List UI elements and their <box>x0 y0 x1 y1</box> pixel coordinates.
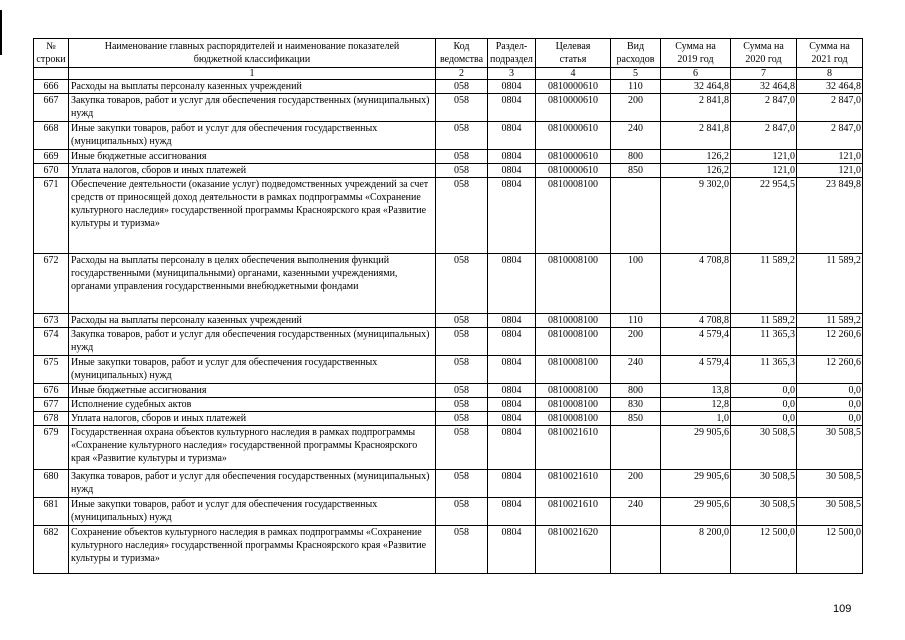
row-name-cell: Иные бюджетные ассигнования <box>69 384 436 398</box>
sum-2021-cell: 2 847,0 <box>797 122 863 150</box>
sum-2020-cell: 32 464,8 <box>731 80 797 94</box>
expense-type-cell: 850 <box>611 164 661 178</box>
sum-2021-cell: 121,0 <box>797 164 863 178</box>
expense-type-cell: 800 <box>611 384 661 398</box>
expense-type-cell <box>611 526 661 574</box>
header-row-no: № строки <box>34 39 69 68</box>
sum-2019-cell: 2 841,8 <box>661 94 731 122</box>
dept-code-cell: 058 <box>436 80 488 94</box>
sum-2019-cell: 29 905,6 <box>661 426 731 470</box>
dept-code-cell: 058 <box>436 94 488 122</box>
dept-code-cell: 058 <box>436 314 488 328</box>
expense-type-cell: 200 <box>611 328 661 356</box>
index-cell: 2 <box>436 68 488 80</box>
header-section: Раздел- подраздел <box>488 39 536 68</box>
index-cell: 8 <box>797 68 863 80</box>
table-row <box>34 526 863 574</box>
sum-2019-cell: 126,2 <box>661 164 731 178</box>
expense-type-cell <box>611 426 661 470</box>
row-name-cell: Обеспечение деятельности (оказание услуг) подведомственных учреждений за счет средств от приносящей доход деятельности в рамках подпрограммы «Сохранение культурного наследия» государственной программы Красноярского края «Развитие культуры и туризма» <box>69 178 436 254</box>
sum-2021-cell: 12 500,0 <box>797 526 863 574</box>
sum-2021-cell: 0,0 <box>797 412 863 426</box>
sum-2021-cell: 0,0 <box>797 384 863 398</box>
section-cell: 0804 <box>488 94 536 122</box>
table-row <box>34 94 863 122</box>
budget-table <box>33 38 863 574</box>
expense-type-cell: 830 <box>611 398 661 412</box>
sum-2020-cell: 0,0 <box>731 412 797 426</box>
table-row <box>34 80 863 94</box>
section-cell: 0804 <box>488 178 536 254</box>
row-number-cell: 679 <box>34 426 69 470</box>
target-article-cell: 0810021610 <box>536 498 611 526</box>
target-article-cell: 0810008100 <box>536 178 611 254</box>
sum-2020-cell: 2 847,0 <box>731 122 797 150</box>
section-cell: 0804 <box>488 498 536 526</box>
row-number-cell: 678 <box>34 412 69 426</box>
header-dept-code: Код ведомства <box>436 39 488 68</box>
expense-type-cell: 110 <box>611 314 661 328</box>
row-name-cell: Расходы на выплаты персоналу в целях обеспечения выполнения функций государственными (муниципальными) органами, казенными учреждениями, органами управления государственными внебюджетными фондами <box>69 254 436 314</box>
section-cell: 0804 <box>488 412 536 426</box>
header-sum-2019: Сумма на 2019 год <box>661 39 731 68</box>
expense-type-cell: 800 <box>611 150 661 164</box>
header-sum-2021: Сумма на 2021 год <box>797 39 863 68</box>
sum-2020-cell: 30 508,5 <box>731 470 797 498</box>
row-name-cell: Закупка товаров, работ и услуг для обеспечения государственных (муниципальных) нужд <box>69 94 436 122</box>
row-number-cell: 671 <box>34 178 69 254</box>
row-number-cell: 676 <box>34 384 69 398</box>
sum-2020-cell: 11 365,3 <box>731 328 797 356</box>
section-cell: 0804 <box>488 80 536 94</box>
table-row <box>34 398 863 412</box>
section-cell: 0804 <box>488 314 536 328</box>
index-cell: 6 <box>661 68 731 80</box>
section-cell: 0804 <box>488 254 536 314</box>
target-article-cell: 0810000610 <box>536 94 611 122</box>
table-row <box>34 150 863 164</box>
dept-code-cell: 058 <box>436 328 488 356</box>
sum-2020-cell: 0,0 <box>731 398 797 412</box>
row-number-cell: 681 <box>34 498 69 526</box>
row-number-cell: 674 <box>34 328 69 356</box>
expense-type-cell: 240 <box>611 498 661 526</box>
row-name-cell: Расходы на выплаты персоналу казенных учреждений <box>69 314 436 328</box>
sum-2020-cell: 22 954,5 <box>731 178 797 254</box>
sum-2021-cell: 30 508,5 <box>797 426 863 470</box>
header-sum-2020: Сумма на 2020 год <box>731 39 797 68</box>
sum-2019-cell: 4 579,4 <box>661 356 731 384</box>
row-name-cell: Закупка товаров, работ и услуг для обеспечения государственных (муниципальных) нужд <box>69 328 436 356</box>
dept-code-cell: 058 <box>436 178 488 254</box>
dept-code-cell: 058 <box>436 356 488 384</box>
sum-2019-cell: 4 579,4 <box>661 328 731 356</box>
row-name-cell: Иные закупки товаров, работ и услуг для обеспечения государственных (муниципальных) нужд <box>69 498 436 526</box>
dept-code-cell: 058 <box>436 426 488 470</box>
sum-2019-cell: 2 841,8 <box>661 122 731 150</box>
section-cell: 0804 <box>488 356 536 384</box>
sum-2021-cell: 2 847,0 <box>797 94 863 122</box>
sum-2020-cell: 30 508,5 <box>731 498 797 526</box>
expense-type-cell: 850 <box>611 412 661 426</box>
dept-code-cell: 058 <box>436 150 488 164</box>
row-number-cell: 673 <box>34 314 69 328</box>
target-article-cell: 0810008100 <box>536 356 611 384</box>
row-number-cell: 667 <box>34 94 69 122</box>
expense-type-cell <box>611 178 661 254</box>
dept-code-cell: 058 <box>436 384 488 398</box>
target-article-cell: 0810021620 <box>536 526 611 574</box>
target-article-cell: 0810021610 <box>536 470 611 498</box>
sum-2020-cell: 2 847,0 <box>731 94 797 122</box>
target-article-cell: 0810008100 <box>536 384 611 398</box>
column-index-row <box>34 68 863 80</box>
sum-2020-cell: 11 589,2 <box>731 254 797 314</box>
row-name-cell: Уплата налогов, сборов и иных платежей <box>69 412 436 426</box>
row-number-cell: 680 <box>34 470 69 498</box>
expense-type-cell: 200 <box>611 470 661 498</box>
row-name-cell: Уплата налогов, сборов и иных платежей <box>69 164 436 178</box>
row-number-cell: 670 <box>34 164 69 178</box>
target-article-cell: 0810008100 <box>536 412 611 426</box>
table-row <box>34 254 863 314</box>
dept-code-cell: 058 <box>436 470 488 498</box>
sum-2021-cell: 23 849,8 <box>797 178 863 254</box>
dept-code-cell: 058 <box>436 498 488 526</box>
header-name: Наименование главных распорядителей и наименование показателей бюджетной классификации <box>69 39 436 68</box>
target-article-cell: 0810008100 <box>536 328 611 356</box>
sum-2021-cell: 30 508,5 <box>797 498 863 526</box>
section-cell: 0804 <box>488 150 536 164</box>
target-article-cell: 0810021610 <box>536 426 611 470</box>
sum-2021-cell: 11 589,2 <box>797 254 863 314</box>
row-number-cell: 682 <box>34 526 69 574</box>
table-row <box>34 328 863 356</box>
header-target: Целевая статья <box>536 39 611 68</box>
index-cell: 4 <box>536 68 611 80</box>
row-name-cell: Государственная охрана объектов культурного наследия в рамках подпрограммы «Сохранение культурного наследия» государственной программы Красноярского края «Развитие культуры и туризма» <box>69 426 436 470</box>
dept-code-cell: 058 <box>436 398 488 412</box>
sum-2021-cell: 12 260,6 <box>797 356 863 384</box>
target-article-cell: 0810008100 <box>536 398 611 412</box>
row-number-cell: 675 <box>34 356 69 384</box>
sum-2021-cell: 32 464,8 <box>797 80 863 94</box>
row-name-cell: Иные бюджетные ассигнования <box>69 150 436 164</box>
sum-2019-cell: 32 464,8 <box>661 80 731 94</box>
sum-2020-cell: 30 508,5 <box>731 426 797 470</box>
binder-edge-mark <box>0 10 2 55</box>
row-name-cell: Сохранение объектов культурного наследия в рамках подпрограммы «Сохранение культурного наследия» государственной программы Красноярского края «Развитие культуры и туризма» <box>69 526 436 574</box>
row-number-cell: 666 <box>34 80 69 94</box>
dept-code-cell: 058 <box>436 412 488 426</box>
sum-2021-cell: 12 260,6 <box>797 328 863 356</box>
row-name-cell: Исполнение судебных актов <box>69 398 436 412</box>
sum-2020-cell: 0,0 <box>731 384 797 398</box>
section-cell: 0804 <box>488 526 536 574</box>
index-cell: 5 <box>611 68 661 80</box>
dept-code-cell: 058 <box>436 122 488 150</box>
table-row <box>34 426 863 470</box>
table-row <box>34 178 863 254</box>
target-article-cell: 0810000610 <box>536 150 611 164</box>
index-cell: 3 <box>488 68 536 80</box>
sum-2019-cell: 126,2 <box>661 150 731 164</box>
section-cell: 0804 <box>488 328 536 356</box>
sum-2021-cell: 30 508,5 <box>797 470 863 498</box>
index-cell: 1 <box>69 68 436 80</box>
dept-code-cell: 058 <box>436 254 488 314</box>
table-row <box>34 412 863 426</box>
table-row <box>34 384 863 398</box>
index-cell <box>34 68 69 80</box>
target-article-cell: 0810008100 <box>536 254 611 314</box>
section-cell: 0804 <box>488 164 536 178</box>
expense-type-cell: 240 <box>611 356 661 384</box>
sum-2019-cell: 13,8 <box>661 384 731 398</box>
target-article-cell: 0810000610 <box>536 122 611 150</box>
row-name-cell: Закупка товаров, работ и услуг для обеспечения государственных (муниципальных) нужд <box>69 470 436 498</box>
dept-code-cell: 058 <box>436 526 488 574</box>
target-article-cell: 0810000610 <box>536 164 611 178</box>
sum-2019-cell: 1,0 <box>661 412 731 426</box>
table-row <box>34 498 863 526</box>
table-row <box>34 314 863 328</box>
row-number-cell: 672 <box>34 254 69 314</box>
section-cell: 0804 <box>488 398 536 412</box>
sum-2019-cell: 29 905,6 <box>661 498 731 526</box>
header-row <box>34 39 863 68</box>
row-number-cell: 668 <box>34 122 69 150</box>
table-row <box>34 164 863 178</box>
row-number-cell: 677 <box>34 398 69 412</box>
table-row <box>34 122 863 150</box>
section-cell: 0804 <box>488 122 536 150</box>
table-row <box>34 470 863 498</box>
dept-code-cell: 058 <box>436 164 488 178</box>
index-cell: 7 <box>731 68 797 80</box>
target-article-cell: 0810000610 <box>536 80 611 94</box>
expense-type-cell: 200 <box>611 94 661 122</box>
sum-2019-cell: 8 200,0 <box>661 526 731 574</box>
section-cell: 0804 <box>488 426 536 470</box>
sum-2019-cell: 29 905,6 <box>661 470 731 498</box>
table-row <box>34 356 863 384</box>
row-name-cell: Иные закупки товаров, работ и услуг для обеспечения государственных (муниципальных) нужд <box>69 122 436 150</box>
expense-type-cell: 100 <box>611 254 661 314</box>
sum-2020-cell: 121,0 <box>731 164 797 178</box>
sum-2019-cell: 9 302,0 <box>661 178 731 254</box>
expense-type-cell: 240 <box>611 122 661 150</box>
section-cell: 0804 <box>488 384 536 398</box>
sum-2020-cell: 11 365,3 <box>731 356 797 384</box>
sum-2020-cell: 12 500,0 <box>731 526 797 574</box>
sum-2021-cell: 0,0 <box>797 398 863 412</box>
row-number-cell: 669 <box>34 150 69 164</box>
sum-2020-cell: 11 589,2 <box>731 314 797 328</box>
target-article-cell: 0810008100 <box>536 314 611 328</box>
expense-type-cell: 110 <box>611 80 661 94</box>
sum-2019-cell: 4 708,8 <box>661 314 731 328</box>
row-name-cell: Расходы на выплаты персоналу казенных учреждений <box>69 80 436 94</box>
page-number: 109 <box>833 603 852 615</box>
section-cell: 0804 <box>488 470 536 498</box>
sum-2021-cell: 11 589,2 <box>797 314 863 328</box>
sum-2019-cell: 4 708,8 <box>661 254 731 314</box>
sum-2019-cell: 12,8 <box>661 398 731 412</box>
header-expense-type: Вид расходов <box>611 39 661 68</box>
row-name-cell: Иные закупки товаров, работ и услуг для обеспечения государственных (муниципальных) нужд <box>69 356 436 384</box>
sum-2021-cell: 121,0 <box>797 150 863 164</box>
sum-2020-cell: 121,0 <box>731 150 797 164</box>
